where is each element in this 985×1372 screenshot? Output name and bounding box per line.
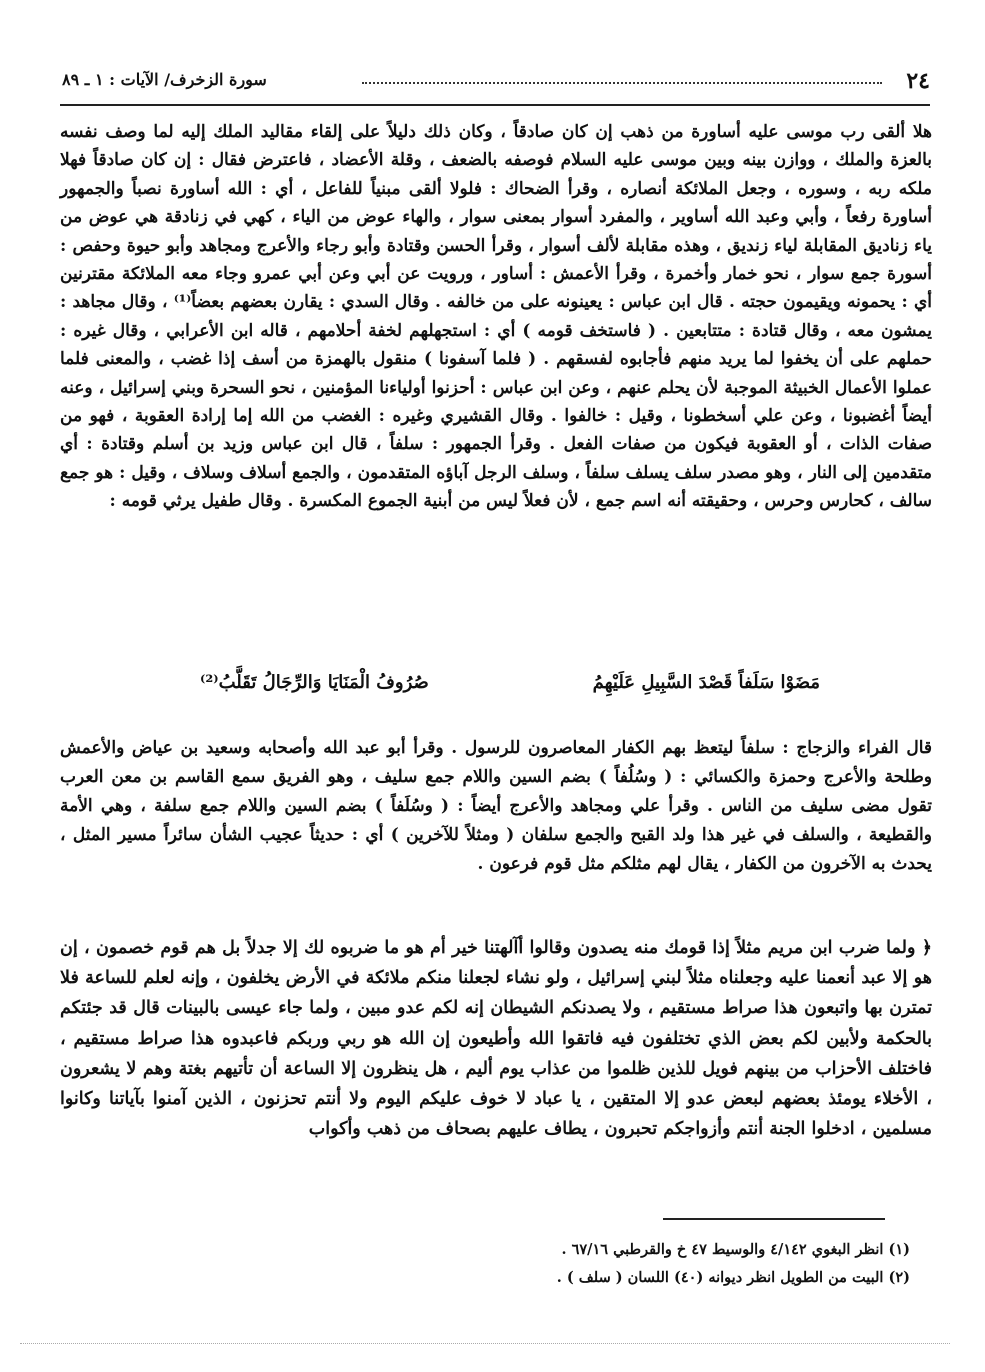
footnote-divider	[663, 1218, 885, 1220]
verse-second-hemistich: صُرُوفُ الْمَنَايَا وَالرِّجَالُ تَقَلَّبُ⁽²⁾	[200, 672, 429, 693]
scan-edge-noise	[20, 1340, 950, 1344]
header-leader-dots	[362, 82, 882, 84]
commentary-paragraph-2: قال الفراء والزجاج : سلفاً ليتعظ بهم الكفار المعاصرون للرسول . وقرأ أبو عبد الله وأصحابه وسعيد بن عياض والأعمش وطلحة والأعرج وحمزة والكسائي : ( وسُلُفاً ) بضم السين واللام جمع سليف ، وهو الفريق سمع القاسم بن معن العرب تقول مضى سليف من الناس . وقرأ علي ومجاهد والأعرج أيضاً : ( وسُلَفاً ) بضم السين واللام جمع سلفة ، وهي الأمة والقطيعة ، والسلف في غير هذا ولد القبح والجمع سلفان ( ومثلاً للآخرين ) أي : حديثاً عجيب الشأن سائراً مسير المثل ، يحدث به الآخرون من الكفار ، يقال لهم مثلكم مثل قوم فرعون .	[60, 738, 932, 874]
page-number: ٢٤	[906, 68, 930, 94]
commentary-paragraph: هلا ألقى رب موسى عليه أساورة من ذهب إن كان صادقاً ، وكان ذلك دليلاً على إلقاء مقاليد الملك إليه لما وصف نفسه بالعزة والملك ، ووازن بينه وبين موسى عليه السلام فوصفه بالضعف ، وقلة الأعضاد ، فاعترض فقال : إن كان صادقاً فهلا ملكه ربه ، وسوره ، وجعل الملائكة أنصاره ، وقرأ الضحاك : فلولا ألقى مبنياً للفاعل ، أي : الله أساورة نصباً والجمهور أساورة رفعاً ، وأبي وعبد الله أساوير ، والمفرد أسوار بمعنى سوار ، والهاء عوض من الياء ، كهي في زنادقة هي عوض من ياء زناديق المقابلة لياء زنديق ، وهذه مقابلة لألف أسوار ، وقرأ الحسن وقتادة وأبو رجاء والأعرج ومجاهد وأبو حيوة وحفص : أسورة جمع سوار ، نحو خمار وأخمرة ، وقرأ الأعمش : أساور ، ورويت عن أبي وعن أبي عمرو وجاء معه الملائكة مقترنين أي : يحمونه ويقيمون حجته . قال ابن عباس : يعينونه على من خالفه . وقال السدي : يقارن بعضهم بعضاً⁽¹⁾ ، وقال مجاهد : يمشون معه ، وقال قتادة : متتابعين . ( فاستخف قومه ) أي : استجهلهم لخفة أحلامهم ، قاله ابن الأعرابي ، وقال غيره : حملهم على أن يخفوا لما يريد منهم فأجابوه لفسقهم . ( فلما آسفونا ) منقول بالهمزة من أسف إذا غضب ، والمعنى فلما عملوا الأعمال الخبيثة الموجبة لأن يحلم عنهم ، وعن ابن عباس : أحزنوا أولياءنا المؤمنين ، نحو السحرة وبني إسرائيل ، وعنه أيضاً أغضبونا ، وعن علي أسخطونا ، وقيل : خالفوا . وقال القشيري وغيره : الغضب من الله إما إرادة العقوبة ، فهو من صفات الذات ، أو العقوبة فيكون من صفات الفعل . وقرأ الجمهور : سلفاً ، قال ابن عباس وزيد بن أسلم وقتادة : أي متقدمين إلى النار ، وهو مصدر سلف يسلف سلفاً ، وسلف الرجل آباؤه المتقدمون ، والجمع أسلاف وسلاف ، وقيل : هو جمع سالف ، كحارس وحرس ، وحقيقته أنه اسم جمع ، لأن فعلاً ليس من أبنية الجموع المكسرة . وقال طفيل يرثي قومه :	[60, 122, 932, 512]
poetry-verse	[200, 672, 820, 693]
footnote-2: (٢) البيت من الطويل انظر ديوانه (٤٠) اللسان ( سلف ) .	[556, 1269, 910, 1286]
header-divider	[60, 104, 930, 106]
running-title: سورة الزخرف/ الآيات : ١ ـ ٨٩	[62, 70, 267, 89]
commentary-continued	[60, 734, 932, 879]
commentary-main	[60, 118, 932, 516]
page-header	[62, 68, 930, 102]
footnotes	[380, 1236, 910, 1292]
verse-first-hemistich: مَضَوْا سَلَفاً قَصْدَ السَّبِيلِ عَلَيْهِمُ	[592, 672, 820, 693]
quran-verses: ﴿ ولما ضرب ابن مريم مثلاً إذا قومك منه يصدون وقالوا أآلهتنا خير أم هو ما ضربوه لك إلا جدلاً بل هم قوم خصمون ، إن هو إلا عبد أنعمنا عليه وجعلناه مثلاً لبني إسرائيل ، ولو نشاء لجعلنا منكم ملائكة في الأرض يخلفون ، وإنه لعلم للساعة فلا تمترن بها واتبعون هذا صراط مستقيم ، ولا يصدنكم الشيطان إنه لكم عدو مبين ، ولما جاء عيسى بالبينات قال قد جئتكم بالحكمة ولأبين لكم بعض الذي تختلفون فيه فاتقوا الله وأطيعون إن الله هو ربي وربكم فاعبدوه هذا صراط مستقيم ، فاختلف الأحزاب من بينهم فويل للذين ظلموا من عذاب يوم أليم ، هل ينظرون إلا الساعة أن تأتيهم بغتة وهم لا يشعرون ، الأخلاء يومئذ بعضهم لبعض عدو إلا المتقين ، يا عباد لا خوف عليكم اليوم ولا أنتم تحزنون ، الذين آمنوا بآياتنا وكانوا مسلمين ، ادخلوا الجنة أنتم وأزواجكم تحبرون ، يطاف عليهم بصحاف من ذهب وأكواب	[60, 938, 932, 1140]
quran-passage	[60, 933, 932, 1144]
footnote-1: (١) انظر البغوي ٤/١٤٢ والوسيط ٤٧ خ والقرطبي ٦٧/١٦ .	[561, 1241, 910, 1258]
